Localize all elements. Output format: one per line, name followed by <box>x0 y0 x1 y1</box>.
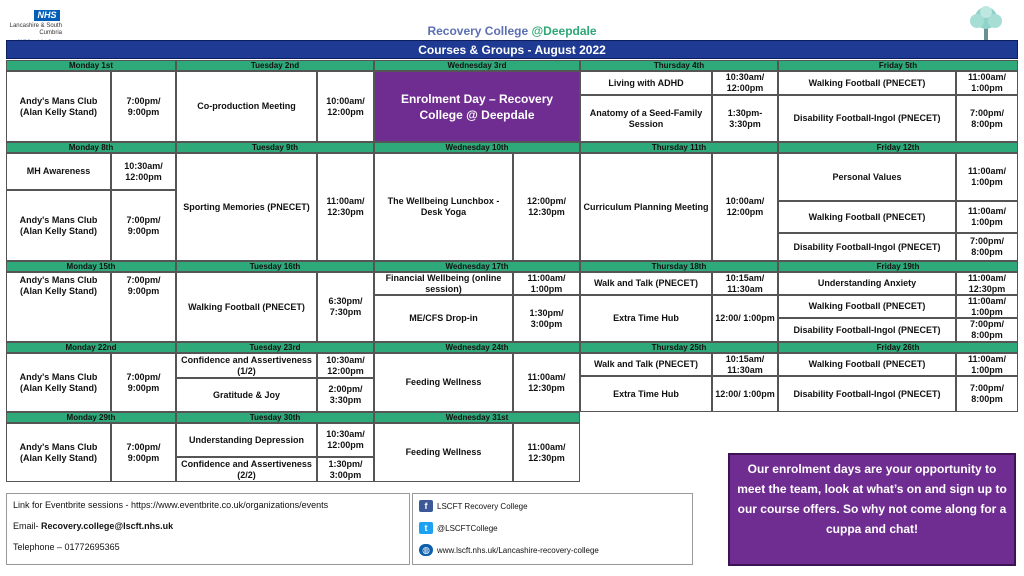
day-header: Wednesday 24th <box>374 342 580 353</box>
event-time: 11:00am/ 1:00pm <box>956 71 1018 95</box>
day-header: Monday 1st <box>6 60 176 71</box>
event-time: 7:00pm/ 8:00pm <box>956 233 1018 261</box>
day-header: Monday 29th <box>6 412 176 423</box>
event-title: Understanding Anxiety <box>778 272 956 295</box>
event-title: Andy's Mans Club (Alan Kelly Stand) <box>6 71 111 142</box>
nhs-badge: NHS <box>34 10 60 21</box>
event-time: 7:00pm/ 9:00pm <box>111 272 176 342</box>
tree-logo-icon <box>966 4 1006 42</box>
event-time: 6:30pm/ 7:30pm <box>317 272 374 342</box>
grid-title: Courses & Groups - August 2022 <box>6 40 1018 59</box>
twitter-label: @LSCFTCollege <box>437 523 498 533</box>
event-time: 10:00am/ 12:00pm <box>712 153 778 261</box>
event-time: 10:15am/ 11:30am <box>712 353 778 376</box>
email-line <box>13 521 173 531</box>
day-header: Monday 22nd <box>6 342 176 353</box>
day-header: Thursday 11th <box>580 142 778 153</box>
day-header: Thursday 25th <box>580 342 778 353</box>
day-header: Tuesday 23rd <box>176 342 374 353</box>
day-header: Monday 8th <box>6 142 176 153</box>
event-title: Andy's Mans Club (Alan Kelly Stand) <box>6 190 111 261</box>
event-time: 12:00pm/ 12:30pm <box>513 153 580 261</box>
facebook-icon: f <box>419 500 433 512</box>
eventbrite-link[interactable]: Link for Eventbrite sessions - https://www.eventbrite.co.uk/organizations/events <box>13 500 329 510</box>
event-time: 10:30am/ 12:00pm <box>111 153 176 190</box>
enrolment-day-banner: Enrolment Day – Recovery College @ Deepdale <box>374 71 580 142</box>
event-title: Disability Football-Ingol (PNECET) <box>778 376 956 412</box>
event-time: 11:00am/ 1:00pm <box>956 353 1018 376</box>
event-title: Feeding Wellness <box>374 353 513 412</box>
event-time: 7:00pm/ 8:00pm <box>956 318 1018 342</box>
day-header: Tuesday 2nd <box>176 60 374 71</box>
social-box <box>412 493 693 565</box>
event-time: 10:30am/ 12:00pm <box>317 353 374 378</box>
event-title: The Wellbeing Lunchbox - Desk Yoga <box>374 153 513 261</box>
event-title: Andy's Mans Club (Alan Kelly Stand) <box>6 272 111 342</box>
event-time: 7:00pm/ 8:00pm <box>956 95 1018 142</box>
event-time: 11:00am/ 1:00pm <box>956 295 1018 318</box>
contact-box <box>6 493 410 565</box>
event-time: 10:30am/ 12:00pm <box>317 423 374 457</box>
day-header: Friday 19th <box>778 261 1018 272</box>
phone-line: Telephone – 01772695365 <box>13 542 120 552</box>
event-time: 7:00pm/ 9:00pm <box>111 71 176 142</box>
email-link[interactable]: Recovery.college@lscft.nhs.uk <box>41 521 174 531</box>
day-header: Wednesday 10th <box>374 142 580 153</box>
event-time: 2:00pm/ 3:30pm <box>317 378 374 412</box>
event-title: Walk and Talk (PNECET) <box>580 353 712 376</box>
day-header: Wednesday 17th <box>374 261 580 272</box>
event-time: 11:00am/ 1:00pm <box>513 272 580 295</box>
event-time: 10:30am/ 12:00pm <box>712 71 778 95</box>
event-title: Walking Football (PNECET) <box>176 272 317 342</box>
day-header: Monday 15th <box>6 261 176 272</box>
event-time: 12:00/ 1:00pm <box>712 376 778 412</box>
website-row[interactable] <box>419 544 599 556</box>
event-title: Understanding Depression <box>176 423 317 457</box>
day-header: Friday 26th <box>778 342 1018 353</box>
event-title: Feeding Wellness <box>374 423 513 482</box>
event-title: Disability Football-Ingol (PNECET) <box>778 318 956 342</box>
event-time: 1:30pm/ 3:00pm <box>513 295 580 342</box>
org-name: Lancashire & South Cumbria <box>9 23 62 36</box>
event-time: 7:00pm/ 8:00pm <box>956 376 1018 412</box>
event-title: Disability Football-Ingol (PNECET) <box>778 95 956 142</box>
day-header: Tuesday 30th <box>176 412 374 423</box>
event-title: Gratitude & Joy <box>176 378 317 412</box>
event-title: Extra Time Hub <box>580 376 712 412</box>
day-header: Friday 5th <box>778 60 1018 71</box>
event-time: 1:30pm/ 3:00pm <box>317 457 374 482</box>
page-title <box>0 24 1024 38</box>
event-title: Walking Football (PNECET) <box>778 201 956 233</box>
event-time: 11:00am/ 12:30pm <box>317 153 374 261</box>
event-title: Andy's Mans Club (Alan Kelly Stand) <box>6 423 111 482</box>
event-time: 12:00/ 1:00pm <box>712 295 778 342</box>
event-title: Sporting Memories (PNECET) <box>176 153 317 261</box>
event-time: 11:00am/ 12:30pm <box>513 423 580 482</box>
day-header: Tuesday 16th <box>176 261 374 272</box>
event-title: Confidence and Assertiveness (1/2) <box>176 353 317 378</box>
event-time: 11:00am/ 1:00pm <box>956 153 1018 201</box>
promo-box: Our enrolment days are your opportunity to meet the team, look at what’s on and sign up to our course offers. So why not come along for a cuppa and chat! <box>728 453 1016 566</box>
facebook-row[interactable] <box>419 500 528 512</box>
facebook-label: LSCFT Recovery College <box>437 501 528 511</box>
event-time: 1:30pm- 3:30pm <box>712 95 778 142</box>
twitter-icon: t <box>419 522 433 534</box>
day-header: Tuesday 9th <box>176 142 374 153</box>
event-title: Walking Football (PNECET) <box>778 295 956 318</box>
event-time: 7:00pm/ 9:00pm <box>111 423 176 482</box>
event-time: 10:15am/ 11:30am <box>712 272 778 295</box>
event-time: 11:00am/ 1:00pm <box>956 201 1018 233</box>
email-label: Email- <box>13 521 42 531</box>
event-title: Co-production Meeting <box>176 71 317 142</box>
event-title: Walk and Talk (PNECET) <box>580 272 712 295</box>
day-header: Thursday 4th <box>580 60 778 71</box>
twitter-row[interactable] <box>419 522 498 534</box>
event-time: 7:00pm/ 9:00pm <box>111 190 176 261</box>
event-title: Andy's Mans Club (Alan Kelly Stand) <box>6 353 111 412</box>
globe-icon: ◍ <box>419 544 433 556</box>
event-title: Curriculum Planning Meeting <box>580 153 712 261</box>
day-header: Wednesday 3rd <box>374 60 580 71</box>
event-title: MH Awareness <box>6 153 111 190</box>
event-title: Walking Football (PNECET) <box>778 71 956 95</box>
event-time: 10:00am/ 12:00pm <box>317 71 374 142</box>
event-time: 7:00pm/ 9:00pm <box>111 353 176 412</box>
event-title: ME/CFS Drop-in <box>374 295 513 342</box>
event-time: 11:00am/ 12:30pm <box>956 272 1018 295</box>
event-title: Anatomy of a Seed-Family Session <box>580 95 712 142</box>
day-header: Friday 12th <box>778 142 1018 153</box>
event-title: Extra Time Hub <box>580 295 712 342</box>
page-title-accent: @Deepdale <box>531 24 597 38</box>
day-header: Wednesday 31st <box>374 412 580 423</box>
event-title: Walking Football (PNECET) <box>778 353 956 376</box>
website-label: www.lscft.nhs.uk/Lancashire-recovery-college <box>437 545 599 555</box>
event-title: Confidence and Assertiveness (2/2) <box>176 457 317 482</box>
event-time: 11:00am/ 12:30pm <box>513 353 580 412</box>
page-title-main: Recovery College <box>427 24 532 38</box>
event-title: Living with ADHD <box>580 71 712 95</box>
event-title: Disability Football-Ingol (PNECET) <box>778 233 956 261</box>
event-title: Financial Wellbeing (online session) <box>374 272 513 295</box>
event-title: Personal Values <box>778 153 956 201</box>
day-header: Thursday 18th <box>580 261 778 272</box>
